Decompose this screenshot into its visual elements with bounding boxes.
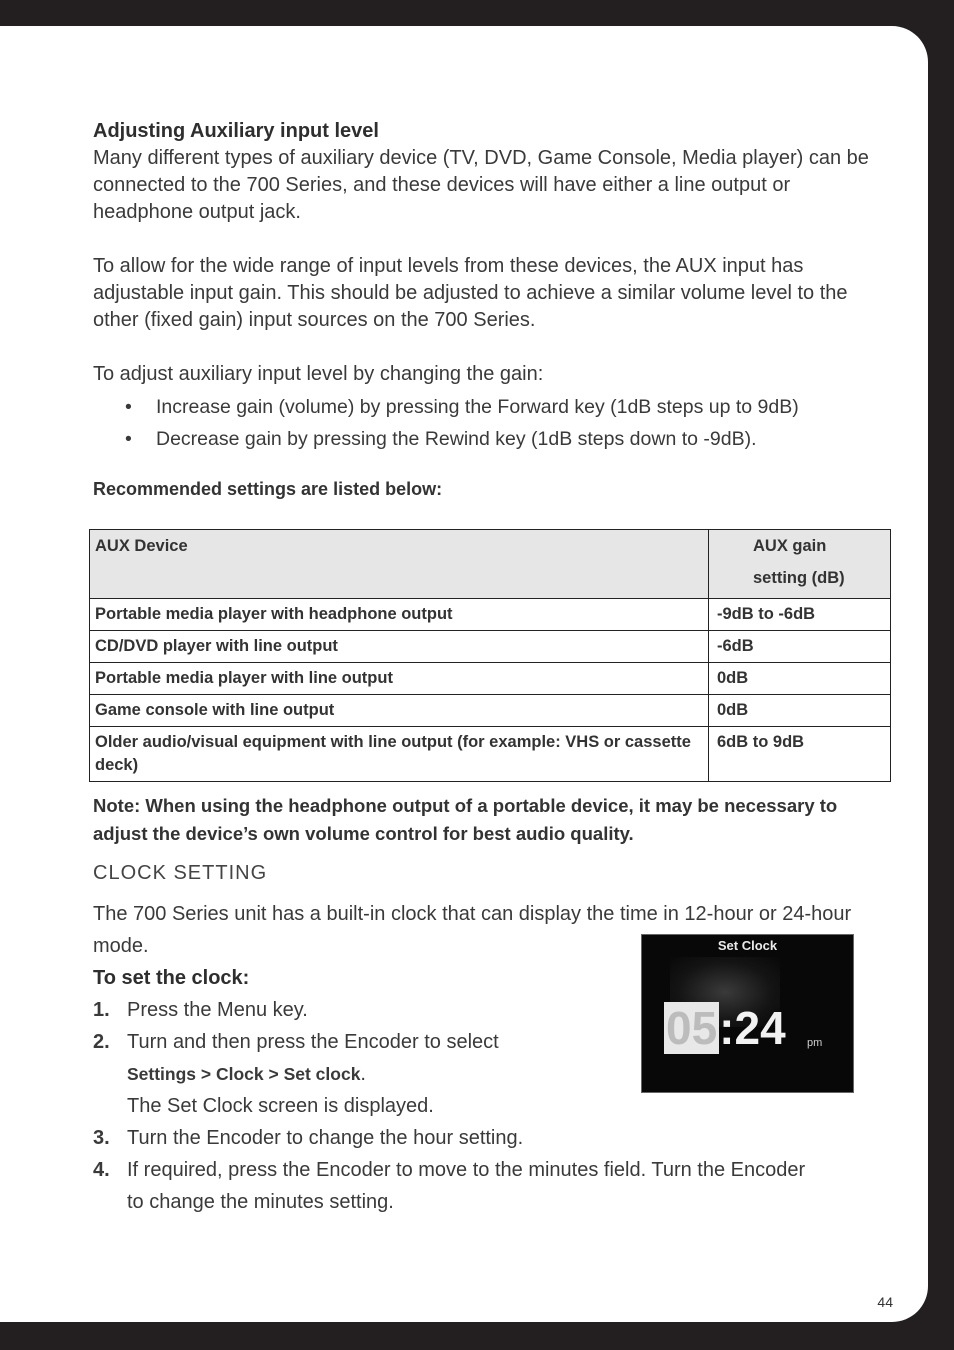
bullet-icon: • [125, 396, 132, 418]
headphone-note: Note: When using the headphone output of a portable device, it may be necessary to adjust the device’s own volume control for best audio quality. [93, 795, 838, 844]
table-row [90, 663, 891, 695]
minutes-field: 24 [734, 1002, 786, 1054]
gain-cell: -9dB to -6dB [709, 599, 891, 631]
list-item: • Decrease gain by pressing the Rewind key (1dB steps down to -9dB). [93, 423, 893, 455]
step-item: 2. Turn and then press the Encoder to select Settings > Clock > Set clock. The Set Clock screen is displayed. [93, 1031, 499, 1117]
set-clock-screen-image [641, 934, 854, 1093]
list-item: • Increase gain (volume) by pressing the Forward key (1dB steps up to 9dB) [93, 391, 893, 423]
ampm-indicator: pm [807, 1037, 823, 1049]
manual-page [0, 26, 928, 1322]
bullet-icon: • [125, 428, 132, 450]
recommended-heading: Recommended settings are listed below: [93, 479, 443, 499]
step-item: 1. Press the Menu key. [93, 999, 308, 1021]
step-item: 3. Turn the Encoder to change the hour setting. [93, 1127, 524, 1149]
section-heading: Adjusting Auxiliary input level [93, 120, 379, 142]
device-cell: CD/DVD player with line output [90, 631, 709, 663]
screen-title: Set Clock [717, 938, 778, 953]
device-cell: Portable media player with headphone output [90, 599, 709, 631]
column-header-gain: AUX gain setting (dB) [709, 530, 891, 599]
table-row [90, 695, 891, 727]
table-row [90, 599, 891, 631]
table-header-row [90, 530, 891, 599]
step-item: 4. If required, press the Encoder to move to the minutes field. Turn the Encoder to change the minutes setting. [93, 1159, 806, 1213]
device-cell: Older audio/visual equipment with line output (for example: VHS or cassette deck) [90, 727, 709, 782]
menu-path: Settings > Clock > Set clock [127, 1064, 361, 1084]
column-header-device: AUX Device [90, 530, 709, 599]
gain-cell: 0dB [709, 695, 891, 727]
device-cell: Game console with line output [90, 695, 709, 727]
intro-paragraph: Many different types of auxiliary device (TV, DVD, Game Console, Media player) can be connected to the 700 Series, and these devices will have either a line output or headphone output jack. [93, 147, 869, 223]
aux-settings-table [89, 529, 891, 782]
hours-field: 05 [666, 1002, 718, 1054]
page-number: 44 [877, 1294, 893, 1310]
gain-bullet-list [93, 391, 893, 455]
clock-section-title: CLOCK SETTING [93, 862, 268, 884]
device-cell: Portable media player with line output [90, 663, 709, 695]
adjust-intro: To adjust auxiliary input level by changing the gain: [93, 363, 544, 385]
clock-description: The 700 Series unit has a built-in clock that can display the time in 12-hour or 24-hour mode. [93, 903, 852, 957]
table-row [90, 727, 891, 782]
table-row [90, 631, 891, 663]
gain-cell: 0dB [709, 663, 891, 695]
clock-time: 05:24 [666, 1002, 786, 1054]
gain-cell: -6dB [709, 631, 891, 663]
gain-paragraph: To allow for the wide range of input levels from these devices, the AUX input has adjustable input gain. This should be adjusted to achieve a similar volume level to the other (fixed gain) input sources on the 700 Series. [93, 255, 848, 331]
set-clock-heading: To set the clock: [93, 967, 250, 989]
gain-cell: 6dB to 9dB [709, 727, 891, 782]
